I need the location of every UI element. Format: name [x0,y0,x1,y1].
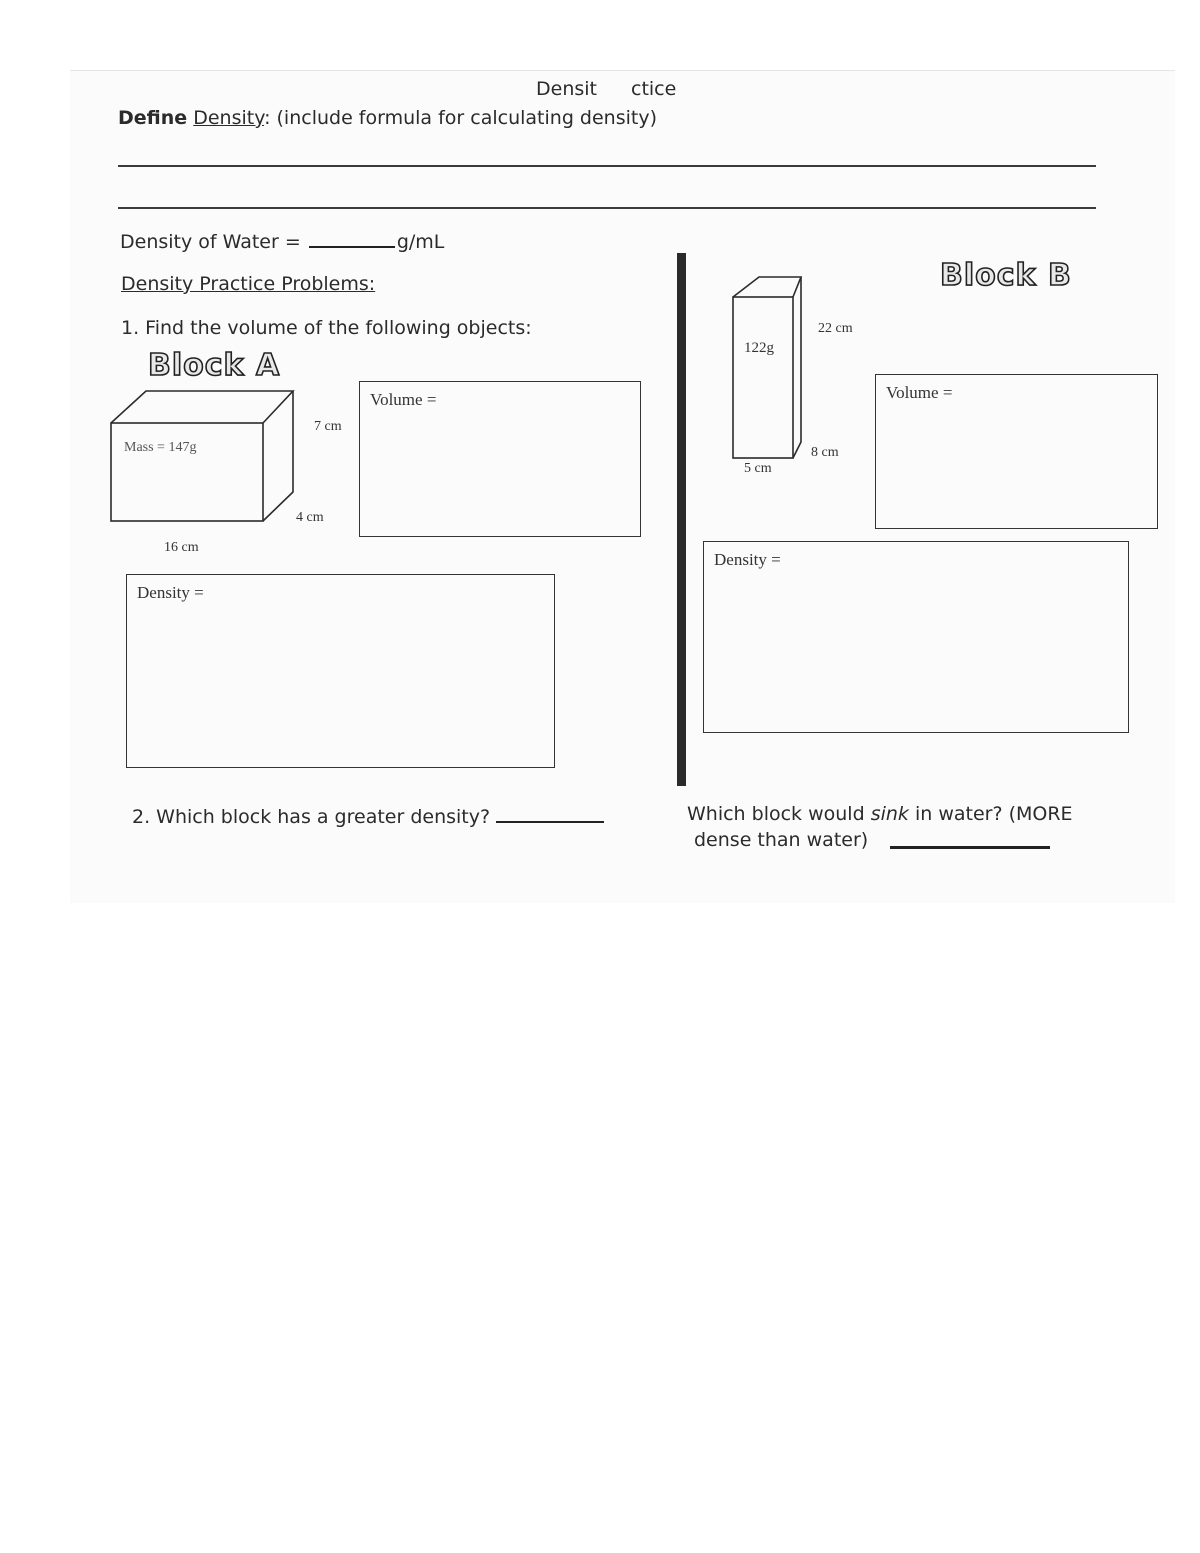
question-2-text: 2. Which block has a greater density? [132,806,491,828]
answer-line-2 [118,207,1096,209]
title-part-1: Densit [536,78,597,100]
block-b-height: 22 cm [818,321,853,336]
block-b-depth: 8 cm [811,445,839,460]
question-2 [132,805,604,828]
sink-question-text-b: in water? (MORE [908,803,1073,825]
sink-emphasis: sink [870,803,909,825]
sink-question-text-a: Which block would [687,803,871,825]
page-title [536,78,676,100]
sink-question-line-2: dense than water) [694,829,869,851]
answer-line-1 [118,165,1096,167]
block-b-density-label: Density = [714,550,781,569]
block-a-density-box[interactable] [126,574,555,768]
question-1: 1. Find the volume of the following objects: [121,317,532,339]
title-part-2: ctice [631,78,677,100]
block-a-depth: 4 cm [296,510,324,525]
block-b-label: Block B [940,258,1072,293]
block-a-length: 16 cm [164,540,199,555]
column-divider [677,253,686,786]
define-colon: : [264,107,271,129]
block-a-volume-label: Volume = [370,390,437,409]
block-a-density-label: Density = [137,583,204,602]
block-a-label: Block A [148,348,281,383]
block-b-density-box[interactable] [703,541,1129,733]
block-b-mass: 122g [744,340,774,356]
question-2-blank [496,805,604,823]
define-term: Density [193,107,265,129]
water-label: Density of Water = [120,231,301,253]
water-unit: g/mL [396,231,445,253]
water-blank [309,230,395,248]
sink-answer-line [890,846,1050,849]
block-b-volume-box[interactable] [875,374,1158,529]
define-density-prompt [118,107,657,129]
block-a-volume-box[interactable] [359,381,641,537]
block-b-volume-label: Volume = [886,383,953,402]
define-label: Define [118,107,188,129]
block-a-mass: Mass = 147g [124,440,197,455]
block-a-height: 7 cm [314,419,342,434]
problems-heading: Density Practice Problems: [121,273,376,295]
sink-question-line-1 [687,803,1073,825]
define-instruction: (include formula for calculating density) [276,107,657,129]
density-of-water-prompt [120,230,444,253]
block-b-drawing [0,0,1,1]
block-b-width: 5 cm [744,461,772,476]
